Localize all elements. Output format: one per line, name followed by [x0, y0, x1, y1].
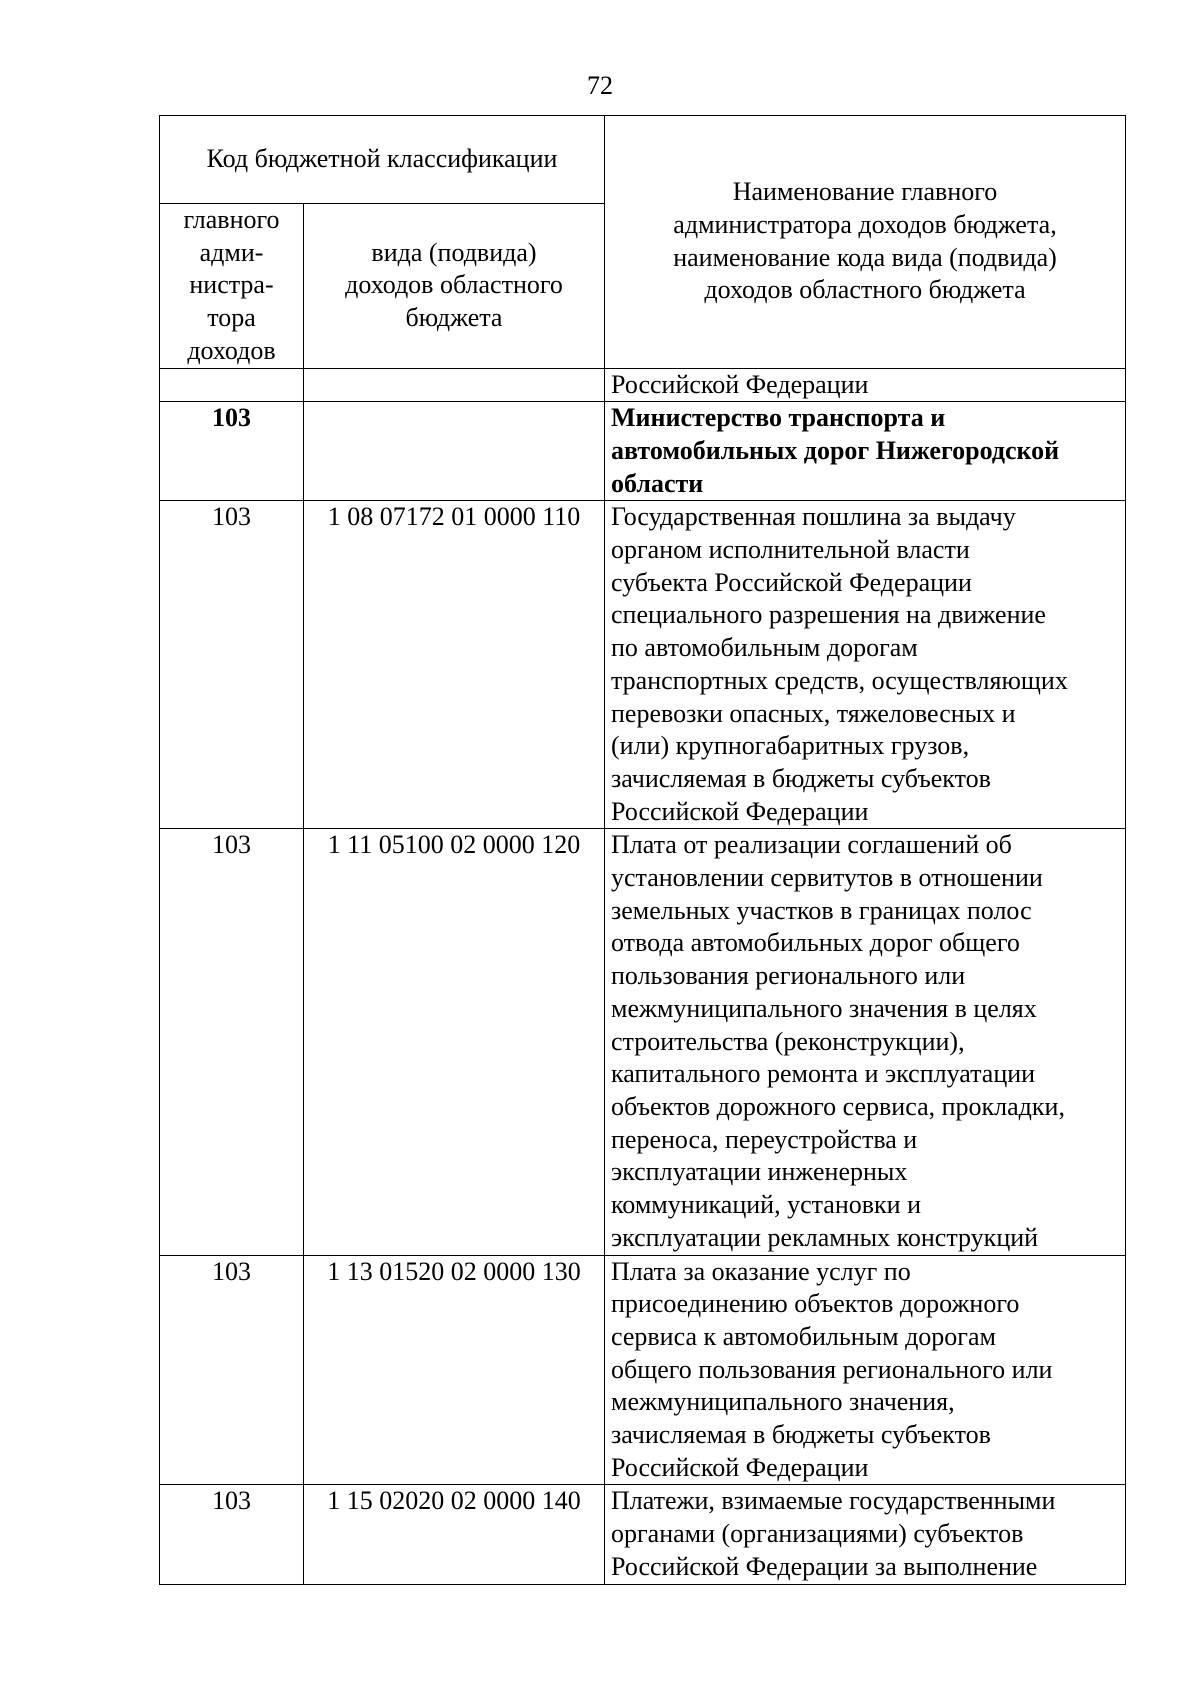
- cell-income-name: [605, 829, 1126, 1255]
- header-line: главного: [183, 205, 280, 234]
- cell-text-line: сервиса к автомобильным дорогам: [611, 1321, 996, 1351]
- cell-income-name: [605, 1485, 1126, 1584]
- cell-income-code: 1 13 01520 02 0000 130: [304, 1255, 605, 1485]
- cell-admin-code: 103: [160, 501, 304, 829]
- cell-text-line: общего пользования регионального или: [611, 1354, 1053, 1384]
- cell-text-line: транспортных средств, осуществляющих: [611, 665, 1068, 695]
- cell-text-line: строительства (реконструкции),: [611, 1026, 965, 1056]
- cell-income-code: 1 15 02020 02 0000 140: [304, 1485, 605, 1584]
- cell-income-code: [304, 368, 605, 402]
- cell-text-line: Российской Федерации: [611, 369, 869, 399]
- cell-text-line: перевозки опасных, тяжеловесных и: [611, 698, 1016, 728]
- header-kind-lines: [310, 237, 598, 335]
- cell-text-line: капитального ремонта и эксплуатации: [611, 1059, 1036, 1089]
- header-admin-lines: [166, 204, 297, 368]
- cell-text-line: объектов дорожного сервиса, прокладки,: [611, 1091, 1065, 1121]
- cell-text-line: Государственная пошлина за выдачу: [611, 502, 1016, 532]
- cell-text-line: эксплуатации рекламных конструкций: [611, 1222, 1039, 1252]
- table-row: [160, 829, 1126, 1255]
- cell-text-line: переноса, переустройства и: [611, 1124, 918, 1154]
- cell-admin-code: 103: [160, 1255, 304, 1485]
- cell-text-line: установлении сервитутов в отношении: [611, 863, 1043, 893]
- header-line: наименование кода вида (подвида): [673, 242, 1057, 272]
- cell-text-line: эксплуатации инженерных: [611, 1157, 908, 1187]
- cell-text-line: специального разрешения на движение: [611, 600, 1046, 630]
- cell-text-line: автомобильных дорог Нижегородской: [611, 435, 1060, 465]
- cell-text-line: зачисляемая в бюджеты субъектов: [611, 763, 991, 793]
- table-row: [160, 1255, 1126, 1485]
- table-row: [160, 501, 1126, 829]
- table-row: [160, 402, 1126, 501]
- cell-text-line: присоединению объектов дорожного: [611, 1289, 1020, 1319]
- cell-income-name: [605, 1255, 1126, 1485]
- cell-income-name: [605, 501, 1126, 829]
- cell-text-line: земельных участков в границах полос: [611, 895, 1032, 925]
- header-line: адми-: [199, 237, 264, 267]
- cell-text-line: Российской Федерации: [611, 796, 869, 826]
- cell-text-line: Российской Федерации: [611, 1452, 869, 1482]
- header-name-lines: [611, 176, 1119, 307]
- cell-text-line: пользования регионального или: [611, 961, 966, 991]
- table-body: [160, 368, 1126, 1584]
- cell-income-name: [605, 402, 1126, 501]
- cell-text-line: межмуниципального значения в целях: [611, 993, 1037, 1023]
- cell-text-line: Российской Федерации за выполнение: [611, 1551, 1038, 1581]
- cell-text-line: Плата за оказание услуг по: [611, 1256, 911, 1286]
- cell-text-line: отвода автомобильных дорог общего: [611, 928, 1020, 958]
- header-line: бюджета: [405, 303, 503, 333]
- header-income-kind: [304, 204, 605, 369]
- cell-income-code: 1 08 07172 01 0000 110: [304, 501, 605, 829]
- header-administrator-name: [605, 116, 1126, 369]
- cell-text-line: Платежи, взимаемые государственными: [611, 1486, 1056, 1516]
- header-line: нистра-: [189, 270, 274, 300]
- header-line: доходов областного бюджета: [704, 275, 1026, 305]
- cell-text-line: межмуниципального значения,: [611, 1387, 955, 1417]
- header-line: вида (подвида): [371, 237, 537, 267]
- cell-income-name: [605, 368, 1126, 402]
- cell-admin-code: 103: [160, 1485, 304, 1584]
- cell-text-line: коммуникаций, установки и: [611, 1190, 921, 1220]
- header-line: тора: [207, 303, 256, 333]
- table-header: [160, 116, 1126, 369]
- cell-income-code: 1 11 05100 02 0000 120: [304, 829, 605, 1255]
- header-line: доходов областного: [345, 270, 563, 300]
- cell-income-code: [304, 402, 605, 501]
- header-line: администратора доходов бюджета,: [673, 210, 1057, 240]
- cell-text-line: (или) крупногабаритных грузов,: [611, 731, 970, 761]
- cell-text-line: органом исполнительной власти: [611, 535, 970, 565]
- header-line: Наименование главного: [732, 177, 998, 207]
- header-line: доходов: [187, 335, 276, 365]
- cell-admin-code: 103: [160, 402, 304, 501]
- table-row: [160, 1485, 1126, 1584]
- cell-text-line: по автомобильным дорогам: [611, 633, 918, 663]
- cell-text-line: области: [611, 468, 704, 498]
- cell-text-line: Плата от реализации соглашений об: [611, 830, 1012, 860]
- cell-text-line: органами (организациями) субъектов: [611, 1519, 1024, 1549]
- cell-text-line: Министерство транспорта и: [611, 403, 946, 433]
- table-row: [160, 368, 1126, 402]
- header-main-administrator: [160, 204, 304, 369]
- cell-text-line: зачисляемая в бюджеты субъектов: [611, 1420, 991, 1450]
- budget-classification-table: [159, 115, 1126, 1585]
- page-number: 72: [587, 71, 613, 100]
- cell-admin-code: [160, 368, 304, 402]
- cell-text-line: субъекта Российской Федерации: [611, 567, 972, 597]
- cell-admin-code: 103: [160, 829, 304, 1255]
- header-budget-classification-code: Код бюджетной классификации: [160, 116, 605, 204]
